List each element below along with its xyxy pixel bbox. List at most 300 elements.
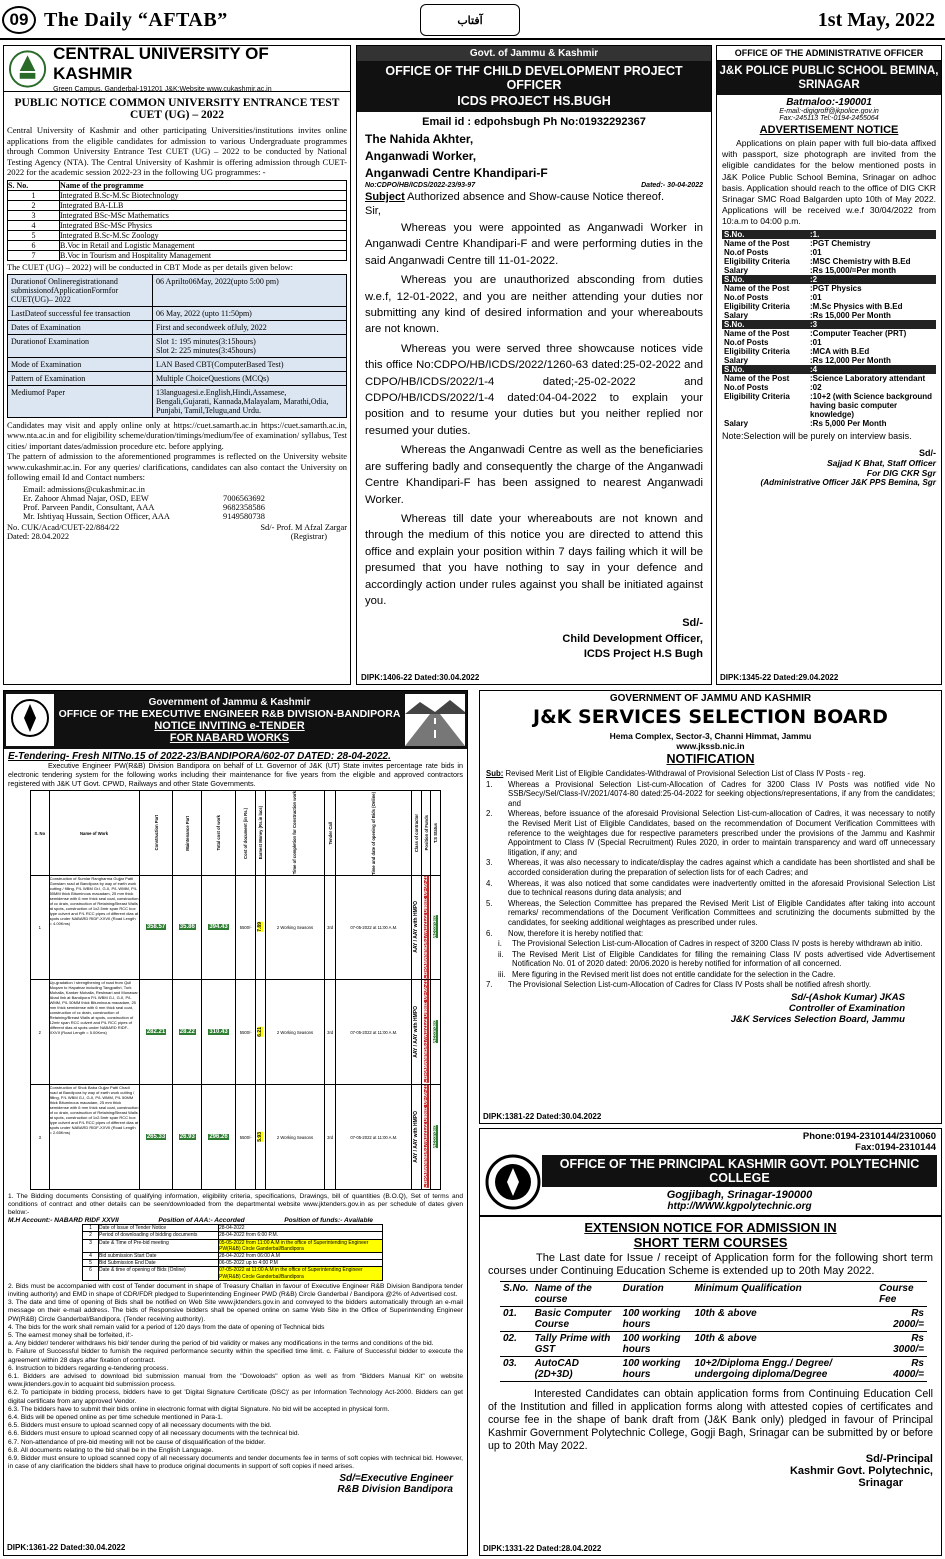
table-cell: 10th & above	[691, 1332, 876, 1357]
table-row	[83, 1267, 383, 1280]
table-cell	[412, 980, 422, 1085]
clause: a. Any bidder/ tenderer withdraws his bid/ tender during the period of bid validity or makes any modifications in the terms and conditions of the bid.	[8, 1340, 434, 1348]
cuk-ref: No. CUK/Acad/CUET-22/884/22	[7, 523, 120, 533]
table-row	[500, 1357, 927, 1382]
icds-paragraph: Whereas the Anganwadi Centre as well as the beneficiaries are suffering badly and consequently the charge of the Anganwadi Centre Khandipari-F has been assigned to nearest Anganwadi Worker.	[365, 444, 703, 506]
table-row	[8, 320, 347, 334]
rb-govt: Government of Jammu & Kashmir	[148, 696, 311, 708]
post-value: :M.Sc Physics with B.Ed	[810, 301, 903, 311]
post-label: S.No.	[722, 320, 808, 329]
cell-text: AAY / AAY with HMPO	[413, 1110, 420, 1163]
poly-short-term-heading: SHORT TERM COURSES	[633, 1235, 788, 1250]
table-cell: Date & Time of Pre-bid meeting	[99, 1239, 219, 1252]
cell-text: 2	[38, 1029, 41, 1035]
post-value: :PGT Chemistry	[810, 238, 871, 248]
cuk-cuet-heading: CUET (UG) – 2022	[129, 109, 225, 121]
table-cell: 2	[8, 200, 60, 210]
table-cell: Tally Prime with GST	[532, 1332, 620, 1357]
table-row	[31, 875, 441, 980]
table-row	[83, 1239, 383, 1252]
table-cell	[31, 875, 50, 980]
cuk-visit: Candidates may visit and apply online only at https://cuet.samarth.ac.in https://cuet.samarth.ac.in, www.nta.ac.in and for eligibility scheme/duration/timings/medium/fee of examination/ syllabus, Test cities/ important dates/admission procedure etc. before applying.	[7, 420, 347, 451]
post-label: Eligibility Criteria	[724, 301, 790, 311]
cell-text: 296.26	[209, 1133, 228, 1140]
table-cell	[235, 1085, 255, 1190]
column-header: S.No.	[500, 1282, 532, 1307]
rb-aaa: Position of AAA:- Accorded	[158, 1217, 245, 1225]
table-row	[31, 1085, 441, 1190]
table-cell	[256, 1085, 266, 1190]
post-label: No.of Posts	[724, 337, 769, 347]
cell-text: 3rd	[327, 925, 334, 931]
list-text: The Provisional Selection List-cum-Allocation of Cadres for Class IV Posts shall be notified afresh shortly.	[508, 980, 872, 990]
rb-mh: M.H Account:- NABARD RIDF XXVII	[8, 1217, 119, 1225]
table-cell: 4	[8, 220, 60, 230]
list-text: Whereas, it was also noticed that some candidates were inadvertently omitted in the aforesaid Provisional Selection List due to technical reasons during data analysis; and	[508, 878, 935, 898]
list-item	[486, 809, 935, 857]
list-item	[486, 780, 935, 809]
icds-paragraph: Whereas you are unauthorized absconding from duties w.e.f, 12-01-2022, and you are neither attending your duties nor submitting any kind of desired information and your whereabouts are not known.	[365, 274, 703, 336]
table-cell	[325, 1085, 336, 1190]
column-header	[431, 791, 441, 875]
table-cell	[421, 980, 431, 1085]
table-cell: 05-05-2022 from 11:00 A.M in the office of Superintending Engineer PW(R&B) Circle Ganderbal/Bandipora	[219, 1239, 383, 1252]
icds-subject: Authorized absence and Show-cause Notice thereof.	[404, 191, 665, 203]
table-cell	[265, 980, 324, 1085]
cell-text: Accorded	[432, 915, 439, 939]
table-cell: 7	[8, 250, 60, 260]
rb-tender-notice	[3, 690, 468, 1556]
table-cell	[265, 1085, 324, 1190]
column-header	[173, 791, 202, 875]
police-signatory-officer: (Administrative Officer J&K PPS Bemina, Sgr	[760, 477, 936, 487]
list-text: Whereas, it was also necessary to indicate/display the cadres against which a candidate has been shortlisted and shall be accorded consideration during the preparation of selection lists for of each Cadres; and	[508, 858, 935, 877]
table-row	[8, 220, 347, 230]
poly-fax: Fax:0194-2310144	[855, 1142, 936, 1153]
post-value: :Science Laboratory attendant	[810, 373, 926, 383]
table-row	[722, 419, 936, 428]
table-row	[83, 1260, 383, 1267]
table-cell: Rs 2000/=	[876, 1307, 927, 1332]
road-image-icon	[405, 694, 465, 746]
cell-text: 2 Working Seasons	[276, 1134, 314, 1140]
clause: 6.5. Bidders must ensure to upload scanned copy of all necessary documents with the bid.	[8, 1422, 272, 1430]
cell-text: Accorded	[432, 1125, 439, 1149]
post-value: :Rs 15,000/=Per month	[810, 265, 897, 275]
post-table	[722, 365, 936, 428]
contact-row	[23, 494, 347, 503]
cuk-intro: Central University of Kashmir and other participating Universities/institutions invites online applications from the eligible candidates for admission to various Undergraduate programmes through Common University Entrance Test CUET (UG) – 2022 to be conducted by National Testing Agency (NTA). The Central University of Kashmir is offering admission through CUET-2022 for the academic session 2022-23 in the following UG programmes: -	[7, 125, 347, 178]
bid-dates-table	[82, 1224, 383, 1281]
table-row	[722, 356, 936, 365]
cell-text: 5500/-	[239, 1029, 252, 1035]
table-cell: Multiple ChoiceQuestions (MCQs)	[153, 371, 347, 385]
cuk-dated: Dated: 28.04.2022	[7, 532, 70, 542]
table-cell: Date of Issue of Tender Notice	[99, 1225, 219, 1232]
cell-text: 282.21	[146, 1028, 166, 1035]
police-office: OFFICE OF THE ADMINISTRATIVE OFFICER	[717, 46, 941, 61]
contact-name: Mr. Ishtiyaq Hussain, Section Officer, AAA	[23, 512, 170, 522]
post-value: :02	[810, 382, 822, 392]
list-item	[486, 970, 935, 980]
cuk-notice	[3, 45, 351, 685]
clause: 6.6. Bidders must ensure to upload scanned copy of all necessary documents with the technical bid.	[8, 1430, 300, 1438]
cell-text: CBRAMAN/NB/617/A1/2122 Dated: 09-09-21	[422, 1085, 429, 1189]
post-value: :3	[808, 320, 936, 329]
icds-paragraph: Whereas till date your whereabouts are not known and through the medium of this notice you are directed to attend this office and explain your position within 7 days failing which it will be presumed that you have nothing to say in your defence and accordingly action under rules against you shall be initiated against you.	[365, 512, 703, 607]
contact-row	[23, 503, 347, 512]
cell-text: 5.93	[257, 1131, 264, 1142]
table-row	[722, 248, 936, 257]
table-cell: 02.	[500, 1332, 532, 1357]
cell-text: AAY / AAY with HMPO	[413, 901, 420, 953]
table-cell	[421, 1085, 431, 1190]
contact-phone: 9682358586	[223, 503, 265, 513]
table-cell: Integrated BSc-MSc Mathematics	[60, 210, 347, 220]
table-cell	[173, 875, 202, 980]
jkssb-subject: Revised Merit List of Eligible Candidates-Withdrawal of Provisional Selection List of Class IV Posts - reg.	[503, 769, 866, 778]
table-row	[8, 274, 347, 306]
table-cell: 06 May, 2022 (upto 11:50pm)	[153, 306, 347, 320]
rb-funds: Position of funds:- Available	[284, 1217, 373, 1225]
newspaper-name: The Daily “AFTAB”	[44, 9, 228, 31]
rb-signatory: Sd/=Executive Engineer	[339, 1473, 453, 1485]
table-cell: 1	[8, 190, 60, 200]
cell-text: 3rd	[327, 1134, 334, 1140]
column-header	[49, 791, 139, 875]
post-value: :01	[810, 337, 822, 347]
table-cell	[325, 875, 336, 980]
rb-bidding-docs: 1. The Bidding documents Consisting of qualifying information, eligibility criteria, specifications, Drawings, bill of quantities (B.O.Q), Set of terms and conditions of contract and other details can be seen/downloaded from the departmental website www.jktenders.gov.in as per schedule of dates given below:-	[8, 1193, 463, 1217]
table-cell: 1	[83, 1225, 99, 1232]
column-header-label: Tender Call	[327, 821, 333, 845]
column-header	[325, 791, 336, 875]
cell-text: 1	[38, 925, 41, 931]
polytechnic-emblem-icon	[484, 1153, 542, 1211]
post-label: Salary	[724, 310, 749, 320]
post-value: :4	[808, 365, 936, 374]
list-marker: 1.	[486, 779, 493, 789]
list-marker: 4.	[486, 878, 493, 888]
table-cell: 6	[8, 240, 60, 250]
list-text: Whereas, the Selection Committee has prepared the Revised Merit List of Eligible Candidates after taking into account remarks/ recommendations of the Document Verification Committees and scrutinizing the documents submitted by the candidates, for seeking additional weightages as prescribed under rules.	[508, 898, 935, 927]
table-cell: B.Voc in Retail and Logistic Management	[60, 240, 347, 250]
cell-text: Construction of Shok Baba Gujjar Patti Chadi road at Bandipora by way of earth work cutting / filling, P/L WBM G-I, G-II, P/L WMM, P/L 50MM thick Bituminous macadam, 25 mm thick semidense with 6 mm thick seal coat, construction of cc drain, construction of Retaining/Breast Walls at spots, construction of 1x2.5mtr span RCC box type culvert and P/L RCC pipes of different dias at spots under NABARD RIDF-XXVII (Road Length = 2.65Kms)	[49, 1085, 139, 1136]
cell-text: 310.43	[209, 1028, 228, 1035]
cell-text: CBRAMAN/NB/617/A1/2122 Dated: 09-09-21	[422, 980, 429, 1084]
icds-dipk: DIPK:1406-22 Dated:30.04.2022	[361, 673, 480, 682]
column-header	[421, 791, 431, 875]
jkssb-govt: GOVERNMENT OF JAMMU AND KASHMIR	[609, 693, 812, 704]
jkssb-board: J&K Services Selection Board, Jammu	[730, 1014, 905, 1026]
post-value: :Computer Teacher (PRT)	[810, 328, 907, 338]
clause: 6.3. The bidders have to submit their bids online in electronic format with digital Signature. No bid will be accepted in physical form.	[8, 1405, 390, 1413]
table-row	[722, 383, 936, 392]
table-cell	[325, 980, 336, 1085]
table-cell: 10th & above	[691, 1307, 876, 1332]
table-cell: Slot 1: 195 minutes(3:15hours) Slot 2: 225 minutes(3:45hours)	[153, 334, 347, 357]
cuk-sign: Sd/- Prof. M Afzal Zargar	[260, 523, 347, 533]
jkssb-dipk: DIPK:1381-22 Dated:30.04.2022	[483, 1112, 602, 1121]
table-cell: 100 working hours	[620, 1307, 692, 1332]
post-value: :01	[810, 292, 822, 302]
table-cell: Pattern of Examination	[8, 371, 153, 385]
table-cell: Rs 3000/=	[876, 1332, 927, 1357]
post-label: Salary	[724, 418, 749, 428]
table-cell: Durationof Examination	[8, 334, 153, 357]
column-header-label: Maintenance Part	[184, 815, 190, 851]
post-label: Name of the Post	[724, 373, 790, 383]
post-table	[722, 230, 936, 275]
post-value: :Rs 15,000 Per Month	[810, 310, 891, 320]
column-header	[235, 791, 255, 875]
icds-office: OFFICE OF THF CHILD DEVELOPMENT PROJECT OFFICER	[357, 61, 711, 93]
table-cell: First and secondweek ofJuly, 2022	[153, 320, 347, 334]
list-marker: 6.	[486, 928, 493, 938]
table-row	[8, 306, 347, 320]
table-row	[83, 1232, 383, 1239]
police-address: Batmaloo:-190001	[786, 97, 872, 108]
table-row	[722, 230, 936, 239]
post-label: No.of Posts	[724, 292, 769, 302]
list-item	[486, 950, 935, 969]
table-cell	[139, 1085, 173, 1190]
column-header-label: Cost of document (in Rs.)	[243, 807, 249, 859]
table-cell: Date & time of opening of Bids (Online)	[99, 1267, 219, 1280]
column-header	[256, 791, 266, 875]
cuk-title: CENTRAL UNIVERSITY OF KASHMIR	[53, 45, 269, 83]
table-row	[8, 230, 347, 240]
table-row	[722, 365, 936, 374]
table-row	[8, 371, 347, 385]
cell-text: CBRAMAN/NB/617/A1/2122 Dated: 09-09-21	[422, 875, 429, 979]
poly-extension-heading: EXTENSION NOTICE FOR ADMISSION IN	[584, 1220, 837, 1235]
icds-to-centre: Anganwadi Centre Khandipari-F	[365, 166, 548, 180]
rb-intro: Executive Engineer PW(R&B) Division Bandipora on behalf of Lt. Governor of J&K (UT) State invites percentage rate bids in electronic tendering system for the following works including their maintenance for five years from the eligible and approved contractors registered with J&K UT Govt. CPWD, Railways and other State Governments.	[8, 761, 463, 788]
column-header-label: Time of completion for Construction work	[292, 791, 298, 875]
table-cell: LastDateof successful fee transaction	[8, 306, 153, 320]
table-cell: 100 working hours	[620, 1332, 692, 1357]
table-cell	[202, 1085, 236, 1190]
table-row	[8, 240, 347, 250]
table-cell	[412, 875, 422, 980]
cell-text: 3rd	[327, 1029, 334, 1035]
table-row	[8, 334, 347, 357]
table-cell: Rs 4000/=	[876, 1357, 927, 1382]
table-cell	[431, 980, 441, 1085]
icds-email: Email id : edpohsbugh Ph No:01932292367	[422, 116, 646, 128]
courses-table	[500, 1281, 927, 1382]
table-row	[722, 239, 936, 248]
police-note: Note:Selection will be purely on interview basis.	[722, 430, 912, 441]
column-header	[265, 791, 324, 875]
rb-nabard: FOR NABARD WORKS	[169, 731, 290, 744]
icds-number: No:CDPO/HB/ICDS/2022-23/93-97	[365, 182, 476, 189]
table-cell	[139, 980, 173, 1085]
list-item	[486, 980, 935, 990]
poly-web: http://WWW.kgpolytechnic.org	[667, 1201, 812, 1212]
cell-text: Construction of Sumlar Rangharma Gujjar Patti Gorwiam road at Bandipora by way of earth work cutting / filling, P/L WBM Gr.I, G-II, P/L WMM, P/L 50MM thick Bituminous macadam, 25 mm thick semidense with 6 mm thick seal coat, construction of cc drain, construction of Retaining/Breast Walls at spots, construction of 1x2.5mtr span RCC box type culvert and P/L RCC pipes of different dias at spots under NABARD RIDF-XXVII (Road Length = 4.00Kms)	[49, 875, 139, 926]
table-row	[722, 392, 936, 419]
post-value: :1.	[808, 230, 936, 239]
table-cell	[235, 980, 255, 1085]
table-cell: 13languagesi.e.English,Hindi,Assamese, Bengali,Gujarati, Kannada,Malayalam, Marathi,Odia, Punjabi, Tamil,Telugu,and Urdu.	[153, 385, 347, 417]
icds-signatory-project: ICDS Project H.S Bugh	[583, 648, 703, 661]
icds-paragraph: Whereas you were appointed as Anganwadi Worker in Anganwadi Centre Khandipari-F and were performing duties in the said Anganwadi Centre till 11-01-2022.	[365, 222, 703, 267]
contact-row	[23, 512, 347, 521]
table-cell: 10+2/Diploma Engg./ Degree/ undergoing diploma/Degree	[691, 1357, 876, 1382]
post-table	[722, 320, 936, 365]
cell-text: 394.43	[209, 924, 228, 931]
table-cell: 3	[8, 210, 60, 220]
programme-table: S. No. Name of the programme 1 Integrated B.Sc-M.Sc Biotechnology 2 Integrated BA-LLB 3 Integrated BSc-MSc Mathematics 4 Integrated BSc-MSc Physics 5 Integrated B.Sc-M.Sc Zoology 6 B.Voc in Retail and Logistic Management 7 B.Voc in Tourism and Hospitality Management	[7, 180, 347, 261]
police-fax: Fax:-245113 Tel:-0194-2455064	[779, 115, 879, 122]
table-cell: Bid Submission End Date	[99, 1260, 219, 1267]
clause: b. Failure of Successful bidder to furnish the required performance security within the specified time limit. c. Failure of Successful bidder to execute the agreement within 28 days after fixation of contract.	[8, 1348, 463, 1364]
table-cell	[235, 875, 255, 980]
clause: 6.2. To participate in bidding process, bidders have to get 'Digital Signature Certificate (DSC)' as per Information Technology Act-2000. Bidders can get digital certificate from any approved Vendor.	[8, 1389, 463, 1405]
post-label: S.No.	[722, 230, 808, 239]
contact-phone: 9149580738	[223, 512, 265, 522]
clause: 6.1. Bidders are advised to download bid submission manual from the "Dowoloads" option as well as from "Bidders Manual Kit" on website www.jktenders.gov.in to acquaint bid submission process.	[8, 1372, 463, 1389]
column-header: Course Fee	[876, 1282, 927, 1307]
post-label: Eligibility Criteria	[724, 256, 790, 266]
list-item	[486, 858, 935, 877]
table-row	[722, 293, 936, 302]
table-cell: Bid submission Start Date	[99, 1252, 219, 1259]
table-cell: 06 Apriltο06May, 2022(upto 5:00 pm)	[153, 274, 347, 306]
page-number: 09	[2, 6, 36, 34]
list-marker: 3.	[486, 858, 493, 868]
column-header: Name of the course	[532, 1282, 620, 1307]
table-cell: 100 working hours	[620, 1357, 692, 1382]
table-row	[8, 200, 347, 210]
column-header-label: Construction Part	[153, 815, 159, 851]
column-header: Minimum Qualification	[691, 1282, 876, 1307]
table-cell: 28-04-2022	[219, 1225, 383, 1232]
table-cell: 28-04-2022 from 06:00 A.M	[219, 1252, 383, 1259]
column-header-label: T.S Status	[433, 822, 439, 843]
table-cell: Integrated BSc-MSc Physics	[60, 220, 347, 230]
jkssb-title: J&K SERVICES SELECTION BOARD	[533, 706, 888, 728]
post-value: :01	[810, 247, 822, 257]
table-cell	[431, 1085, 441, 1190]
table-cell: Basic Computer Course	[532, 1307, 620, 1332]
table-cell	[31, 1085, 50, 1190]
cuk-email: Email: admissions@cukashmir.ac.in	[23, 485, 145, 495]
table-cell	[173, 1085, 202, 1190]
table-row	[722, 302, 936, 311]
table-cell	[31, 980, 50, 1085]
table-row	[83, 1252, 383, 1259]
column-header-label: Position of Funds	[423, 815, 429, 851]
rb-nit: NOTICE INVITING e-TENDER	[154, 719, 305, 732]
icds-project: ICDS PROJECT HS.BUGH	[357, 93, 711, 112]
table-cell	[336, 1085, 412, 1190]
poly-city: Srinagar	[858, 1477, 903, 1489]
table-row	[31, 980, 441, 1085]
icds-notice	[356, 45, 712, 685]
cell-text: 35.86	[179, 924, 195, 931]
post-value: :2	[808, 275, 936, 284]
table-row	[722, 329, 936, 338]
issue-date: 1st May, 2022	[817, 9, 935, 31]
poly-signatory: Sd/-Principal	[865, 1453, 933, 1465]
table-cell	[336, 980, 412, 1085]
police-signatory-for: For DIG CKR Sgr	[866, 467, 936, 478]
list-text: Now, therefore it is hereby notified that:	[508, 928, 644, 938]
column-header	[202, 791, 236, 875]
icds-sd: Sd/-	[682, 617, 703, 630]
table-row	[722, 275, 936, 284]
table-cell: 28-04-2022 from 6:00 P.M.	[219, 1232, 383, 1239]
table-cell: Period of downloading of bidding documents	[99, 1232, 219, 1239]
post-label: Eligibility Criteria	[724, 391, 790, 401]
post-label: Name of the Post	[724, 283, 790, 293]
jkssb-notification: NOTIFICATION	[666, 752, 755, 766]
cell-text: 6.21	[257, 1026, 264, 1037]
poly-dipk: DIPK:1331-22 Dated:28.04.2022	[483, 1544, 602, 1553]
contact-name: Er. Zahoor Ahmad Najar, OSD, EEW	[23, 494, 149, 504]
table-cell	[265, 875, 324, 980]
post-value: :MCA with B.Ed	[810, 346, 870, 356]
icds-paragraph: Whereas you were served three showcause notices vide this office No:CDPO/HB/ICDS/2022/1260-63 dated:25-02-2022 and CDPO/HB/ICDS/2022/1-4 dated;-25-02-2022 and CDPO/HB/ICDS/2022/1-4 dated:04-04-2022 to explain your position and to resume your duties but you neither replied nor resumed your duties.	[365, 342, 703, 437]
list-item	[486, 899, 935, 928]
police-signatory: Sajjad K Bhat, Staff Officer	[826, 457, 936, 468]
poly-intro: The Last date for Issue / receipt of Application form for the following short term courses under Continuing Education Scheme is extended up to 20th May 2022.	[488, 1252, 933, 1277]
police-sd: Sd/-	[919, 447, 936, 458]
table-cell	[49, 875, 139, 980]
post-label: S.No.	[722, 275, 808, 284]
clause: 3. The date and time of opening of Bids shall be notified on Web Site www.jktenders.gov.in and conveyed to the bidders automatically through an e-mail message on their e-mail address. The bids of Responsive bidders shall be opened online on same Web Site in the Office of Superintending Engineer PW(R&B) Circle Ganderbal/Bandipora. (Tender receiving authority).	[8, 1299, 463, 1323]
poly-phone: Phone:0194-2310144/2310060	[802, 1131, 936, 1142]
police-advert-heading: ADVERTISEMENT NOTICE	[759, 124, 899, 136]
post-label: Eligibility Criteria	[724, 346, 790, 356]
post-value: :Rs 12,000 Per Month	[810, 355, 891, 365]
column-header-label: Time and date of opening of Bids (Online)	[371, 791, 377, 875]
table-row	[722, 374, 936, 383]
table-row	[8, 357, 347, 371]
works-table	[30, 790, 441, 1190]
table-cell: Durationof Onlineregistrationand submissionofApplicationFormfor CUET(UG)– 2022	[8, 274, 153, 306]
post-label: No.of Posts	[724, 247, 769, 257]
icds-dated: Dated:- 30-04-2022	[641, 182, 703, 189]
rb-etender-no: E-Tendering- Fresh NITNo.15 of 2022-23/BANDIPORA/602-07 DATED: 28-04-2022.	[8, 751, 391, 762]
police-email: E-mail:-digigroff@jkpolice.gov.in	[779, 108, 879, 115]
list-item	[486, 939, 935, 949]
table-cell: Dates of Examination	[8, 320, 153, 334]
post-table	[722, 275, 936, 320]
list-text: Whereas, before issuance of the aforesaid Provisional Selection List-cum-allocation of Cadres, it was necessary to notify the Revised Merit List of Eligible Candidates, based on the recommendation of Document Verification Committees with reference to the weightages due for respective parameters prescribed under the provisions of the Jammu and Kashmir Appointment to Class IV (Special Recruitment) Rules 2020, in order to maintain transparency and ward off unnecessary litigation, if any; and	[508, 809, 935, 857]
cell-text: 265.33	[146, 1133, 166, 1140]
poly-college: Kashmir Govt. Polytechnic,	[789, 1465, 933, 1477]
table-cell: 5	[8, 230, 60, 240]
table-cell: 03.	[500, 1357, 532, 1382]
table-cell	[49, 980, 139, 1085]
cell-text: 7.89	[257, 922, 264, 932]
icds-salutation: Sir,	[365, 205, 381, 217]
police-body: Applications on plain paper with full bio-data affixed with passport, size photograph are invited from the eligible candidates for the below mentioned posts in J&K Police Public School Bemina, Srinagar on adhoc basis. Application should reach to the office of DIG CKR Srinagar SMC Road Balgarden upto 10th of May 2022. Applications will be received w.e.f 30/04/2022 from 10:a.m to 04:00 p.m.	[722, 138, 936, 227]
schedule-table	[7, 274, 347, 418]
cell-text: 3	[38, 1134, 41, 1140]
table-cell: B.Voc in Tourism and Hospitality Management	[60, 250, 347, 260]
table-row	[722, 320, 936, 329]
rb-dipk: DIPK:1361-22 Dated:30.04.2022	[7, 1543, 126, 1552]
table-cell: Integrated BA-LLB	[60, 200, 347, 210]
list-text: Mere figuring in the Revised merit list does not entitle candidate for the selection in the Cadre.	[512, 969, 836, 979]
cell-text: 26.93	[179, 1133, 195, 1140]
column-header	[336, 791, 412, 875]
